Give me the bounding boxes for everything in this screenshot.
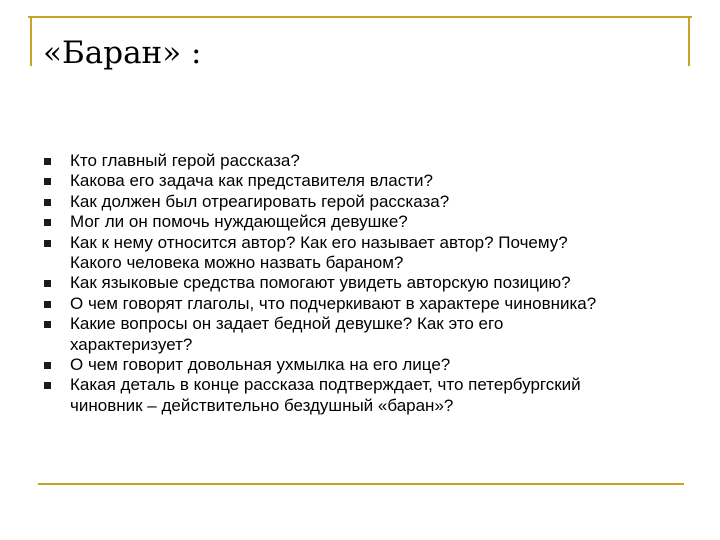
question-list [43, 151, 683, 416]
question-text: О чем говорят глаголы, что подчеркивают в характере чиновника? [70, 293, 597, 313]
question-text: Какая деталь в конце рассказа подтверждает, что петербургский чиновник – действительно бездушный «баран»? [70, 375, 581, 415]
question-text: О чем говорит довольная ухмылка на его лице? [70, 355, 451, 375]
square-bullet-icon [44, 158, 51, 165]
square-bullet-icon [44, 321, 51, 328]
list-item [43, 151, 683, 171]
list-item [43, 355, 683, 375]
square-bullet-icon [44, 382, 51, 389]
right-divider [688, 16, 690, 66]
list-item [43, 212, 683, 232]
question-text: Как языковые средства помогают увидеть авторскую позицию? [70, 273, 571, 293]
question-text: Кто главный герой рассказа? [70, 151, 300, 170]
list-item [43, 294, 683, 314]
list-item [43, 192, 683, 212]
list-item [43, 375, 683, 416]
bottom-divider [38, 483, 684, 485]
question-text: Как должен был отреагировать герой рассказа? [70, 191, 450, 211]
square-bullet-icon [44, 301, 51, 308]
list-item [43, 233, 683, 274]
left-divider [30, 16, 32, 66]
list-item [43, 314, 683, 355]
question-text: Мог ли он помочь нуждающейся девушке? [70, 212, 408, 232]
square-bullet-icon [44, 362, 51, 369]
list-item [43, 273, 683, 293]
slide-title: «Баран» : [43, 35, 202, 71]
question-text: Как к нему относится автор? Как его называет автор? Почему? Какого человека можно назвать бараном? [70, 232, 568, 273]
list-item [43, 171, 683, 191]
square-bullet-icon [44, 219, 51, 226]
square-bullet-icon [44, 280, 51, 287]
top-divider [28, 16, 692, 18]
square-bullet-icon [44, 199, 51, 206]
square-bullet-icon [44, 240, 51, 247]
question-text: Какие вопросы он задает бедной девушке? Как это его характеризует? [70, 314, 504, 354]
square-bullet-icon [44, 178, 51, 185]
question-text: Какова его задача как представителя власти? [70, 171, 433, 191]
